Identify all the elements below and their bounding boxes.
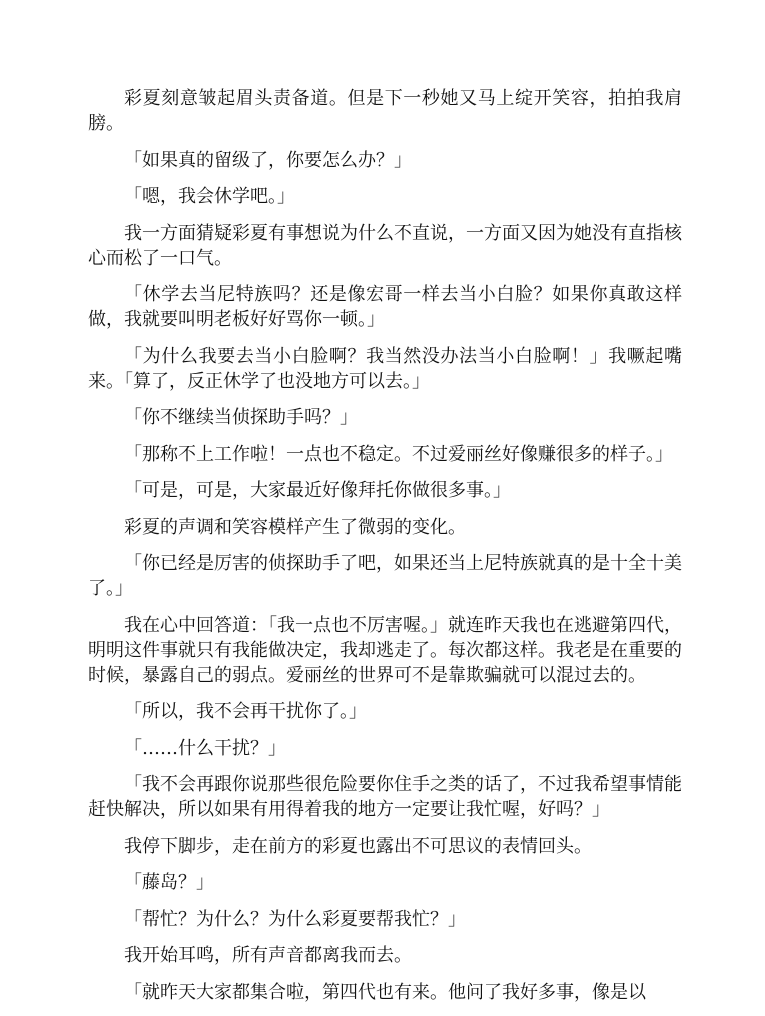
paragraph: 「可是，可是，大家最近好像拜托你做很多事。」	[124, 480, 511, 501]
paragraph: 我开始耳鸣，所有声音都离我而去。	[124, 945, 412, 966]
paragraph: 「为什么我要去当小白脸啊？我当然没办法当小白脸啊！」我噘起嘴来。「算了，反正休学了也没地方可以去。」	[88, 345, 682, 392]
paragraph: 「所以，我不会再干扰你了。」	[124, 701, 367, 722]
paragraph: 「如果真的留级了，你要怎么办？」	[124, 149, 412, 171]
paragraph: 「藤岛？」	[124, 872, 214, 893]
novel-page	[88, 86, 682, 1016]
paragraph: 「那称不上工作啦！一点也不稳定。不过爱丽丝好像赚很多的样子。」	[124, 443, 673, 465]
paragraph: 彩夏的声调和笑容模样产生了微弱的变化。	[124, 516, 466, 538]
paragraph: 「就昨天大家都集合啦，第四代也有来。他问了我好多事，像是以	[124, 981, 646, 1003]
paragraph: 「你不继续当侦探助手吗？」	[124, 407, 358, 428]
paragraph: 彩夏刻意皱起眉头责备道。但是下一秒她又马上绽开笑容，拍拍我肩膀。	[88, 88, 682, 134]
paragraph: 我在心中回答道：「我一点也不厉害喔。」就连昨天我也在逃避第四代，明明这件事就只有我能做决定，我却逃走了。每次都这样。我老是在重要的时候，暴露自己的弱点。爱丽丝的世界可不是靠欺骗就可以混过去的。	[88, 614, 682, 686]
paragraph: 我一方面猜疑彩夏有事想说为什么不直说，一方面又因为她没有直指核心而松了一口气。	[88, 222, 682, 269]
paragraph: 「休学去当尼特族吗？还是像宏哥一样去当小白脸？如果你真敢这样做，我就要叫明老板好好骂你一顿。」	[88, 284, 682, 330]
paragraph: 「……什么干扰？」	[124, 737, 286, 759]
paragraph: 「嗯，我会休学吧。」	[124, 186, 295, 207]
paragraph: 「你已经是厉害的侦探助手了吧，如果还当上尼特族就真的是十全十美了。」	[88, 553, 682, 599]
paragraph: 我停下脚步，走在前方的彩夏也露出不可思议的表情回头。	[124, 835, 592, 857]
paragraph: 「帮忙？为什么？为什么彩夏要帮我忙？」	[124, 908, 466, 930]
paragraph: 「我不会再跟你说那些很危险要你住手之类的话了，不过我希望事情能赶快解决，所以如果有用得着我的地方一定要让我忙喔，好吗？」	[88, 774, 682, 820]
